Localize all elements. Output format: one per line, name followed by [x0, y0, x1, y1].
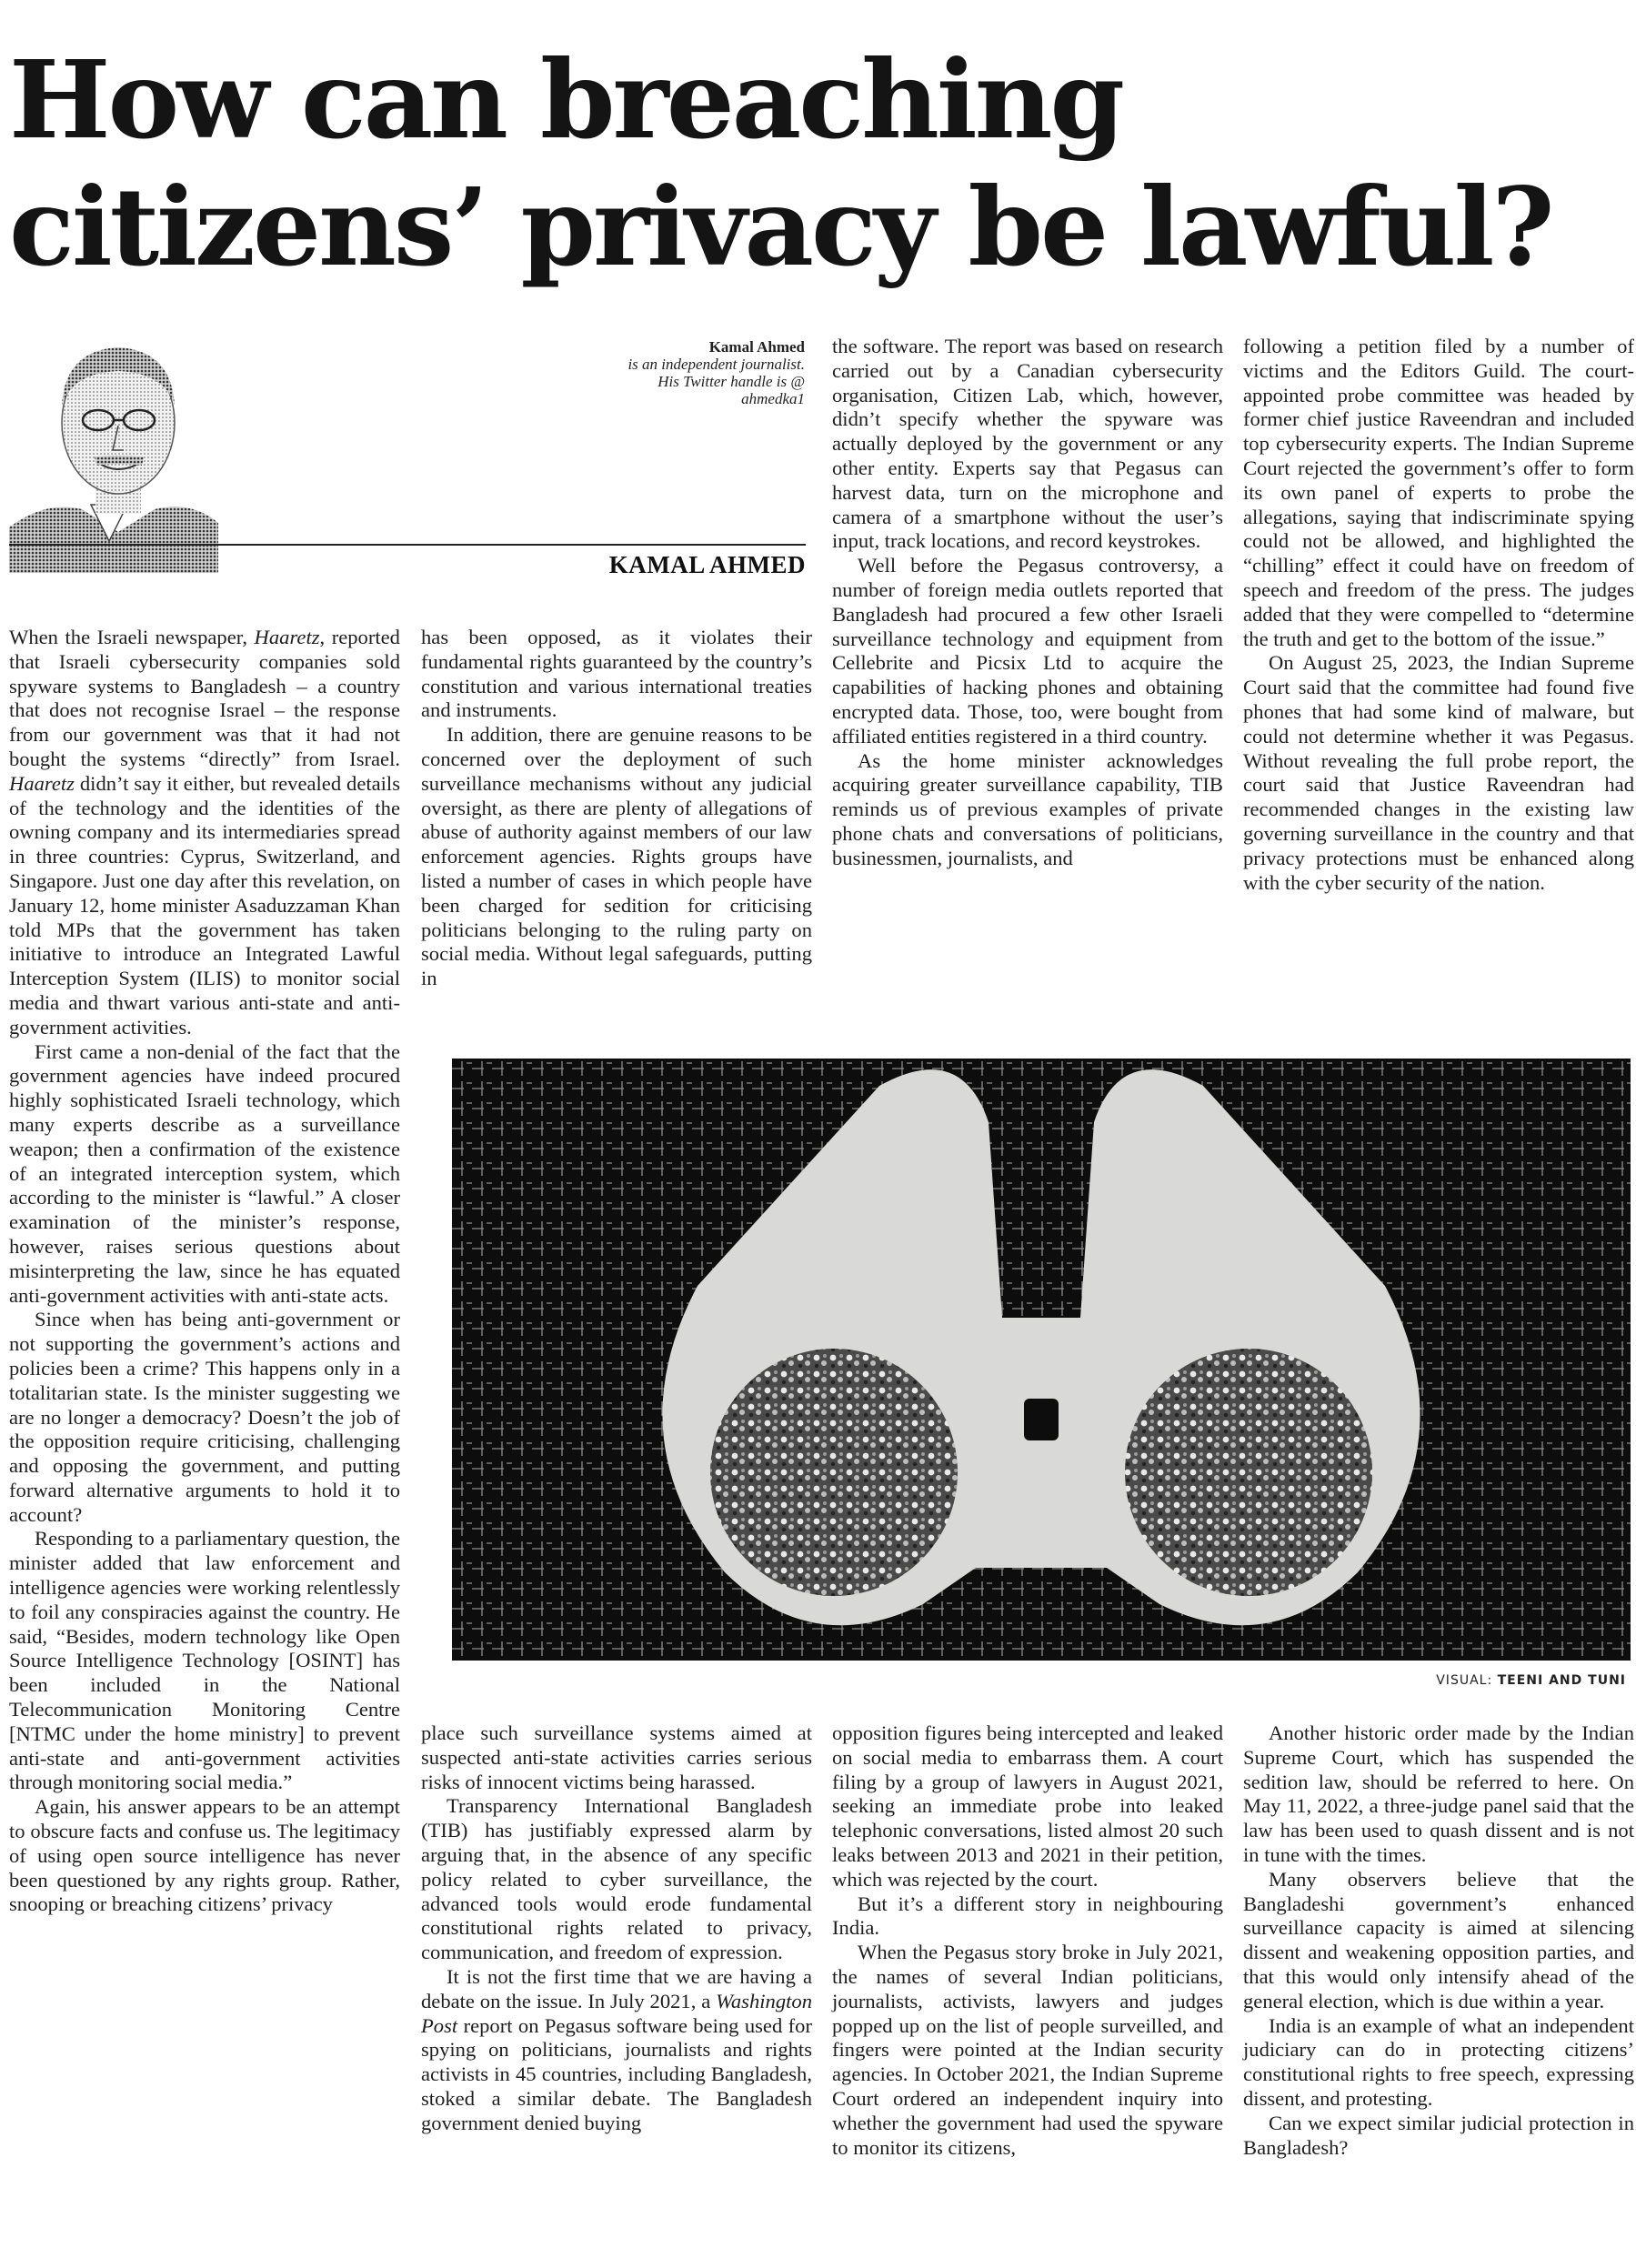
column-3-top: [832, 335, 1223, 871]
headline-line-1: How can breaching: [9, 36, 1123, 163]
paragraph: India is an example of what an independent judiciary can do in protecting citizens’ constitutional rights to free speech, expressing dissent, and protesting.: [1243, 2013, 1634, 2110]
binoculars-illustration: [452, 1059, 1631, 1661]
publication-name: Washington Post: [421, 1989, 812, 2037]
text-run: It is not the first time that we are having a debate on the issue. In July 2021, a: [421, 1964, 812, 2012]
paragraph: following a petition filed by a number of victims and the Editors Guild. The court-appointed probe committee was headed by former chief justice Raveendran and included top cybersecurity experts. The Indian Supreme Court rejected the government’s offer to form its own panel of experts to probe the allegations, saying that indiscriminate spying could not be allowed, and highlighted the “chilling” effect it could have on freedom of speech and freedom of the press. The judges added that they were compelled to “determine the truth and get to the bottom of the issue.”: [1243, 335, 1634, 650]
paragraph: Many observers believe that the Bangladeshi government’s enhanced surveillance capacity is aimed at silencing dissent and weakening opposition parties, and that this would only intensify ahead of the general election, which is due within a year.: [1243, 1867, 1634, 2012]
text-run: , reported that Israeli cybersecurity companies sold spyware systems to Bangladesh – a country that does not recognise Israel – the response from our government was that it had not bought the systems “directly” from Israel.: [9, 626, 400, 770]
author-description-line-1: is an independent journalist.: [627, 356, 805, 373]
headline-line-2: citizens’ privacy be lawful?: [9, 164, 1552, 290]
column-3-bottom: [832, 1721, 1223, 2160]
author-divider: [9, 544, 806, 546]
credit-prefix: VISUAL:: [1436, 1673, 1493, 1688]
column-4-bottom: [1243, 1721, 1634, 2160]
paragraph: the software. The report was based on research carried out by a Canadian cybersecurity organisation, Citizen Lab, which, however, didn’t specify whether the spyware was actually deployed by the government or any other entity. Experts say that Pegasus can harvest data, turn on the microphone and camera of a smartphone without the user’s input, track locations, and record keystrokes.: [832, 335, 1223, 553]
paragraph: When the Pegasus story broke in July 2021, the names of several Indian politicians, journalists, activists, lawyers and judges popped up on the list of people surveilled, and fingers were pointed at the Indian security agencies. In October 2021, the Indian Supreme Court ordered an independent inquiry into whether the government had used the spyware to monitor its citizens,: [832, 1941, 1223, 2159]
paragraph: Responding to a parliamentary question, the minister added that law enforcement and intelligence agencies were working relentlessly to foil any conspiracies against the country. He said, “Besides, modern technology like Open Source Intelligence Technology [OSINT] has been included in the National Telecommunication Monitoring Centre [NTMC under the home ministry] to prevent anti-state and anti-government activities through monitoring social media.”: [9, 1527, 400, 1794]
credit-name: TEENI AND TUNI: [1497, 1673, 1626, 1688]
paragraph: As the home minister acknowledges acquiring greater surveillance capability, TIB reminds us of previous examples of private phone chats and conversations of politicians, businessmen, journalists, and: [832, 748, 1223, 869]
column-4-top: [1243, 335, 1634, 895]
text-run: report on Pegasus software being used for spying on politicians, journalists and rights activists in 45 countries, including Bangladesh, stoked a similar debate. The Bangladesh government denied buying: [421, 2013, 812, 2134]
paragraph: [421, 1965, 812, 2136]
paragraph: Well before the Pegasus controversy, a number of foreign media outlets reported that Bangladesh had procured a few other Israeli surveillance technology and equipment from Cellebrite and Picsix Ltd to acquire the capabilities of hacking phones and obtaining encrypted data. Those, too, were bought from affiliated entities registered in a third country.: [832, 554, 1223, 748]
illustration-credit: [1273, 1673, 1626, 1688]
headline: [9, 36, 1628, 291]
text-run: didn’t say it either, but revealed details of the technology and the identities of the owning company and its intermediaries spread in three countries: Cyprus, Switzerland, and Singapore. Just one day after this revelation, on January 12, home minister Asaduzzaman Khan told MPs that the government has taken initiative to introduce an Integrated Lawful Interception System (ILIS) to monitor social media and thwart various anti-state and anti-government activities.: [9, 771, 401, 1039]
paragraph: On August 25, 2023, the Indian Supreme Court said that the committee had found five phones that had some kind of malware, but could not determine whether it was Pegasus. Without revealing the full probe report, the court said that Justice Raveendran had recommended changes in the existing law governing surveillance in the country and that privacy protections must be enhanced along with the cyber security of the nation.: [1243, 651, 1634, 894]
publication-name: Haaretz: [9, 771, 75, 795]
paragraph: In addition, there are genuine reasons to be concerned over the deployment of such surveillance mechanisms without any judicial oversight, as there are plenty of allegations of abuse of authority against members of our law enforcement agencies. Rights groups have listed a number of cases in which people have been charged for sedition for criticising politicians belonging to the ruling party on social media. Without legal safeguards, putting in: [421, 723, 812, 990]
paragraph: Since when has being anti-government or not supporting the government’s actions and policies been a crime? This happens only in a totalitarian state. Is the minister suggesting we are no longer a democracy? Doesn’t the job of the opposition require criticising, challenging and opposing the government, and putting forward alternative arguments to hold it to account?: [9, 1308, 400, 1526]
author-portrait-drawing: [9, 318, 218, 573]
author-portrait: [9, 318, 218, 573]
right-lens: [1125, 1349, 1372, 1596]
paragraph: has been opposed, as it violates their fundamental rights guaranteed by the country’s constitution and various international treaties and instruments.: [421, 626, 812, 722]
binoculars-drawing: [452, 1059, 1631, 1661]
author-name-short: Kamal Ahmed: [708, 338, 805, 356]
paragraph: [9, 626, 400, 1040]
paragraph: But it’s a different story in neighbouring India.: [832, 1892, 1223, 1940]
paragraph: place such surveillance systems aimed at suspected anti-state activities carries serious risks of innocent victims being harassed.: [421, 1721, 812, 1793]
text-run: When the Israeli newspaper,: [9, 626, 247, 648]
column-2-top: [421, 626, 812, 991]
author-description-line-2: His Twitter handle is @: [657, 373, 805, 390]
publication-name: Haaretz: [254, 626, 320, 648]
paragraph: Transparency International Bangladesh (TIB) has justifiably expressed alarm by arguing that, in the absence of any specific policy related to cyber surveillance, the advanced tools would erode fundamental constitutional rights related to privacy, communication, and freedom of expression.: [421, 1794, 812, 1964]
left-lens: [710, 1349, 958, 1596]
paragraph: Again, his answer appears to be an attempt to obscure facts and confuse us. The legitimacy of using open source intelligence has never been questioned by any rights group. Rather, snooping or breaching citizens’ privacy: [9, 1795, 400, 1916]
paragraph: Another historic order made by the Indian Supreme Court, which has suspended the sedition law, should be referred to here. On May 11, 2022, a three-judge panel said that the law has been used to quash dissent and is not in tune with the times.: [1243, 1721, 1634, 1866]
author-byline: [509, 338, 805, 407]
paragraph: opposition figures being intercepted and leaked on social media to embarrass them. A court filing by a group of lawyers in August 2021, seeking an immediate probe into leaked telephonic conversations, listed almost 20 such leaks between 2013 and 2021 in their petition, which was rejected by the court.: [832, 1721, 1223, 1891]
author-twitter-handle[interactable]: ahmedka1: [741, 390, 805, 407]
paragraph: Can we expect similar judicial protection in Bangladesh?: [1243, 2111, 1634, 2159]
column-1: [9, 626, 400, 1917]
author-name-caps: KAMAL AHMED: [608, 551, 806, 578]
column-2-bottom: [421, 1721, 812, 2136]
paragraph: First came a non-denial of the fact that the government agencies have indeed procured highly sophisticated Israeli technology, which many experts describe as a surveillance weapon; then a confirmation of the existence of an integrated interception system, which according to the minister is “lawful.” A closer examination of the minister’s response, however, raises serious questions about misinterpreting the law, since he has equated anti-government activities with anti-state acts.: [9, 1039, 400, 1307]
